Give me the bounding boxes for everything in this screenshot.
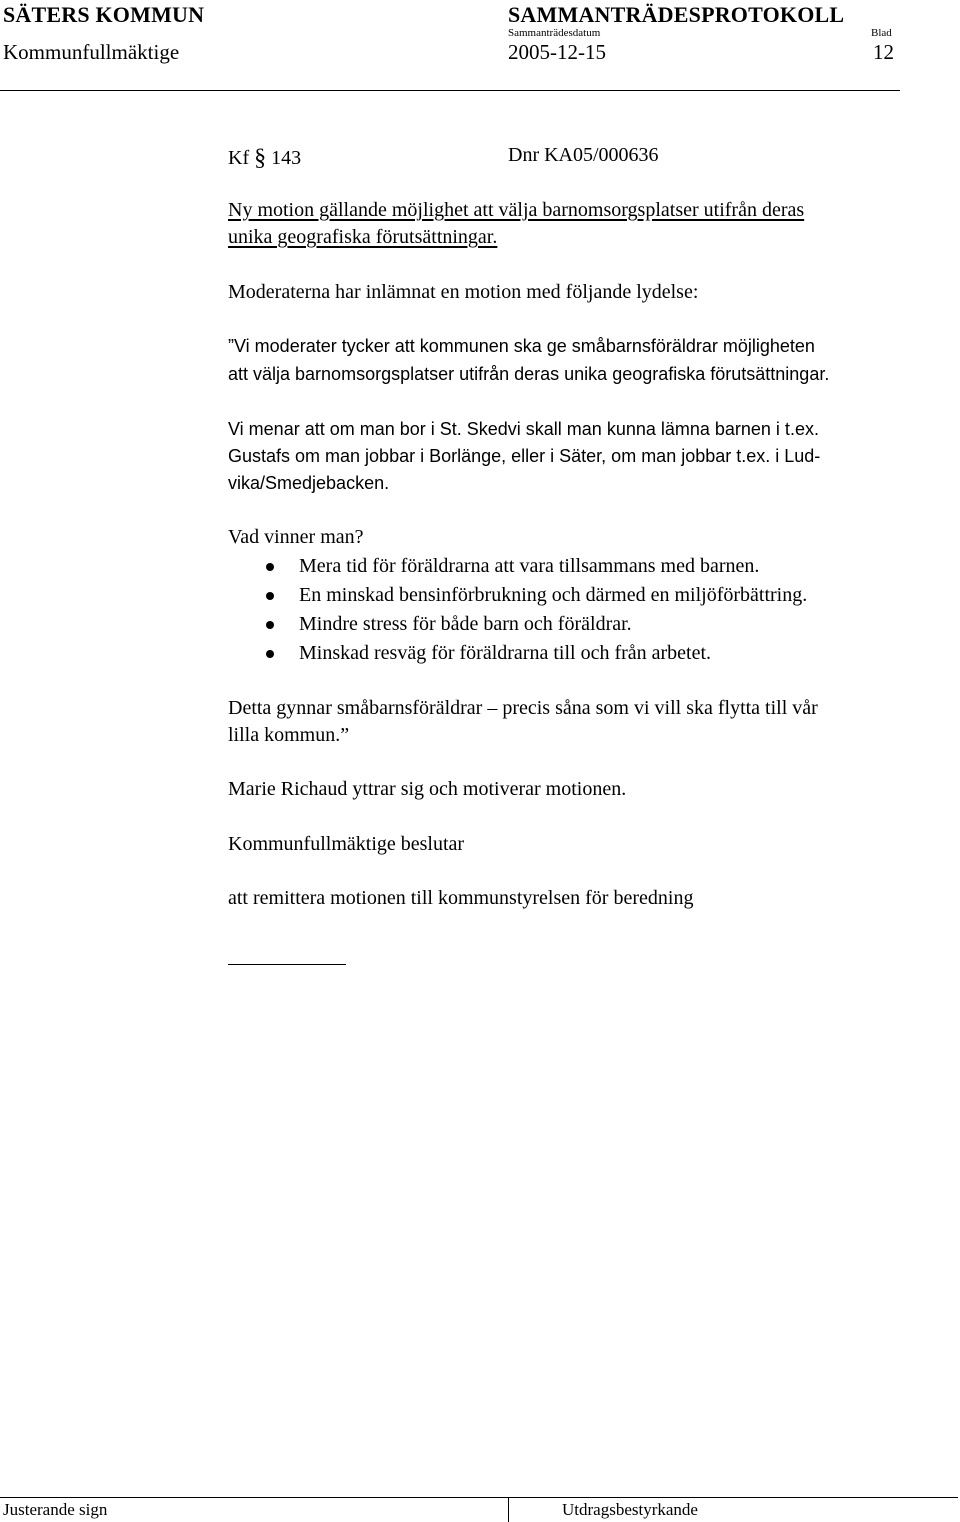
bullet-dot [266, 592, 274, 600]
body-name: Kommunfullmäktige [3, 40, 180, 64]
closing-line-1: Detta gynnar småbarnsföräldrar – precis såna som vi vill ska flytta till vår [228, 697, 818, 719]
bullet-item: Mindre stress för både barn och föräldrar. [299, 613, 632, 635]
footer-rule [0, 1497, 958, 1498]
footer-left-label: Justerande sign [3, 1500, 108, 1519]
bullet-item: En minskad bensinförbrukning och därmed en miljöförbättring. [299, 584, 808, 606]
intro-text: Moderaterna har inlämnat en motion med följande lydelse: [228, 281, 699, 303]
bullet-dot [266, 563, 274, 571]
footer-right-label: Utdragsbestyrkande [562, 1500, 698, 1519]
footer-divider [508, 1497, 509, 1522]
end-rule [228, 964, 346, 965]
case-number: Dnr KA05/000636 [508, 144, 659, 166]
motion-line-5: vika/Smedjebacken. [228, 473, 390, 493]
question-line: Vad vinner man? [228, 526, 364, 548]
bullet-dot [266, 650, 274, 658]
motion-line-2: att välja barnomsorgsplatser utifrån deras unika geografiska förutsättningar. [228, 364, 830, 384]
document-type: SAMMANTRÄDESPROTOKOLL [508, 2, 845, 27]
paragraph-prefix: Kf [228, 147, 250, 169]
date-label: Sammanträdesdatum [508, 27, 601, 39]
motion-line-4: Gustafs om man jobbar i Borlänge, eller i Säter, om man jobbar t.ex. i Lud- [228, 446, 821, 466]
bullet-item: Mera tid för föräldrarna att vara tillsammans med barnen. [299, 555, 760, 577]
paragraph-id [228, 144, 301, 171]
meeting-date: 2005-12-15 [508, 40, 606, 64]
decision-text: att remittera motionen till kommunstyrelsen för beredning [228, 887, 694, 909]
decision-heading: Kommunfullmäktige beslutar [228, 833, 465, 855]
page-number: 12 [873, 40, 894, 64]
bullet-dot [266, 621, 274, 629]
statement-text: Marie Richaud yttrar sig och motiverar motionen. [228, 778, 627, 800]
closing-line-2: lilla kommun.” [228, 724, 350, 746]
case-title-line-2: unika geografiska förutsättningar. [228, 226, 498, 248]
page-label: Blad [871, 27, 892, 39]
header-rule [0, 90, 900, 91]
paragraph-number: 143 [271, 147, 302, 169]
motion-line-1: ”Vi moderater tycker att kommunen ska ge småbarnsföräldrar möjligheten [228, 336, 815, 356]
case-title-line-1: Ny motion gällande möjlighet att välja barnomsorgsplatser utifrån deras [228, 199, 805, 221]
section-sign: § [254, 145, 267, 171]
bullet-item: Minskad resväg för föräldrarna till och från arbetet. [299, 642, 712, 664]
organization-name: SÄTERS KOMMUN [3, 2, 205, 27]
motion-line-3: Vi menar att om man bor i St. Skedvi skall man kunna lämna barnen i t.ex. [228, 419, 819, 439]
